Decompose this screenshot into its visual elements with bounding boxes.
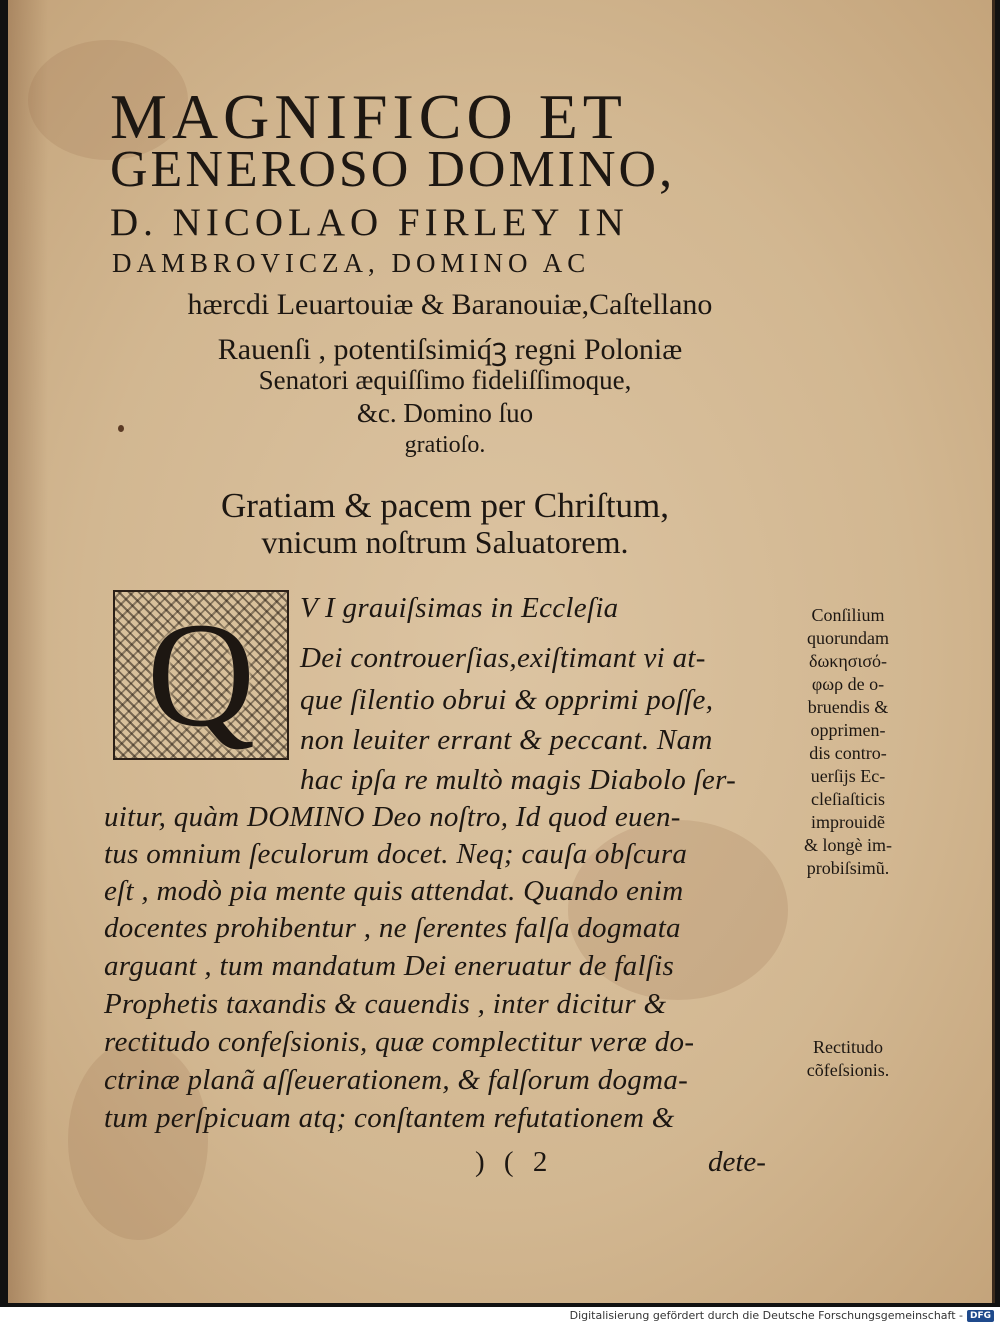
title-line-5: hærcdi Leuartouiæ & Baranouiæ,Caſtellano (187, 288, 713, 321)
body-line: hac ipſa re multò magis Diabolo ſer- (300, 764, 737, 796)
side-note-line: Rectitudo (813, 1037, 883, 1057)
side-note-line: quorundam (807, 628, 889, 648)
decorated-initial (113, 590, 289, 760)
body-line: tus omnium ſeculorum docet. Neq; cauſa obſcura (104, 838, 688, 870)
body-line: que ſilentio obrui & opprimi poſſe, (300, 684, 714, 716)
greeting-line-1: Gratiam & pacem per Chriſtum, (220, 486, 670, 525)
digitization-credit (570, 1309, 994, 1322)
side-note-line: cleſiaſticis (811, 789, 885, 809)
side-note-consilium (788, 604, 908, 880)
signature-mark: ) ( 2 (475, 1146, 554, 1178)
side-note-line: φωρ de o- (811, 674, 885, 694)
dfg-logo: DFG (967, 1310, 994, 1322)
side-note-line: bruendis & (807, 697, 889, 717)
title-line-7: Senatori æquiſſimo fideliſſimoque, (258, 365, 632, 395)
side-note-line: improuidẽ (811, 812, 885, 832)
catchword: dete- (708, 1146, 766, 1178)
title-line-2: GENEROSO DOMINO, (110, 141, 676, 198)
body-line: Dei controuerſias,exiſtimant vi at- (300, 642, 706, 674)
body-line: ctrinæ planã aſſeuerationem, & falſorum dogma- (104, 1064, 689, 1096)
body-line: rectitudo confeſsionis, quæ complectitur veræ do- (104, 1026, 695, 1058)
side-note-line: δωκησισό- (808, 651, 888, 671)
side-note-rectitudo (788, 1036, 908, 1082)
body-line: tum perſpicuam atq; conſtantem refutationem & (104, 1102, 675, 1134)
footer-text: Digitalisierung gefördert durch die Deutsche Forschungsgemeinschaft - (569, 1309, 963, 1322)
side-note-line: dis contro- (809, 743, 887, 763)
side-note-line: cõfeſsionis. (806, 1060, 890, 1080)
body-line: non leuiter errant & peccant. Nam (300, 724, 713, 756)
body-line: eſt , modò pia mente quis attendat. Quando enim (104, 875, 684, 907)
body-line: uitur, quàm DOMINO Deo noſtro, Id quod euen- (104, 801, 681, 833)
side-note-line: opprimen- (810, 720, 886, 740)
title-line-4: DAMBROVICZA, DOMINO AC (112, 248, 591, 278)
title-line-6: Rauenſi , potentiſsimiq́ꝫ regni Poloniæ (217, 333, 683, 366)
side-note-line: uerſijs Ec- (810, 766, 886, 786)
title-line-8: &c. Domino ſuo (356, 398, 534, 428)
side-note-line: & longè im- (804, 835, 892, 855)
title-line-1: MAGNIFICO ET (110, 81, 627, 152)
title-line-9: gratioſo. (404, 432, 486, 458)
side-note-line: Conſilium (811, 605, 885, 625)
side-note-line: probiſsimũ. (806, 858, 890, 878)
title-line-3: D. NICOLAO FIRLEY IN (110, 201, 629, 244)
body-line: arguant , tum mandatum Dei eneruatur de falſis (104, 950, 675, 982)
body-line: V I grauiſsimas in Eccleſia (300, 592, 619, 624)
initial-letter: Q (146, 592, 256, 758)
body-line: Prophetis taxandis & cauendis , inter dicitur & (104, 988, 667, 1020)
body-line: docentes prohibentur , ne ſerentes falſa dogmata (104, 912, 681, 944)
greeting-line-2: vnicum noſtrum Saluatorem. (261, 524, 629, 560)
